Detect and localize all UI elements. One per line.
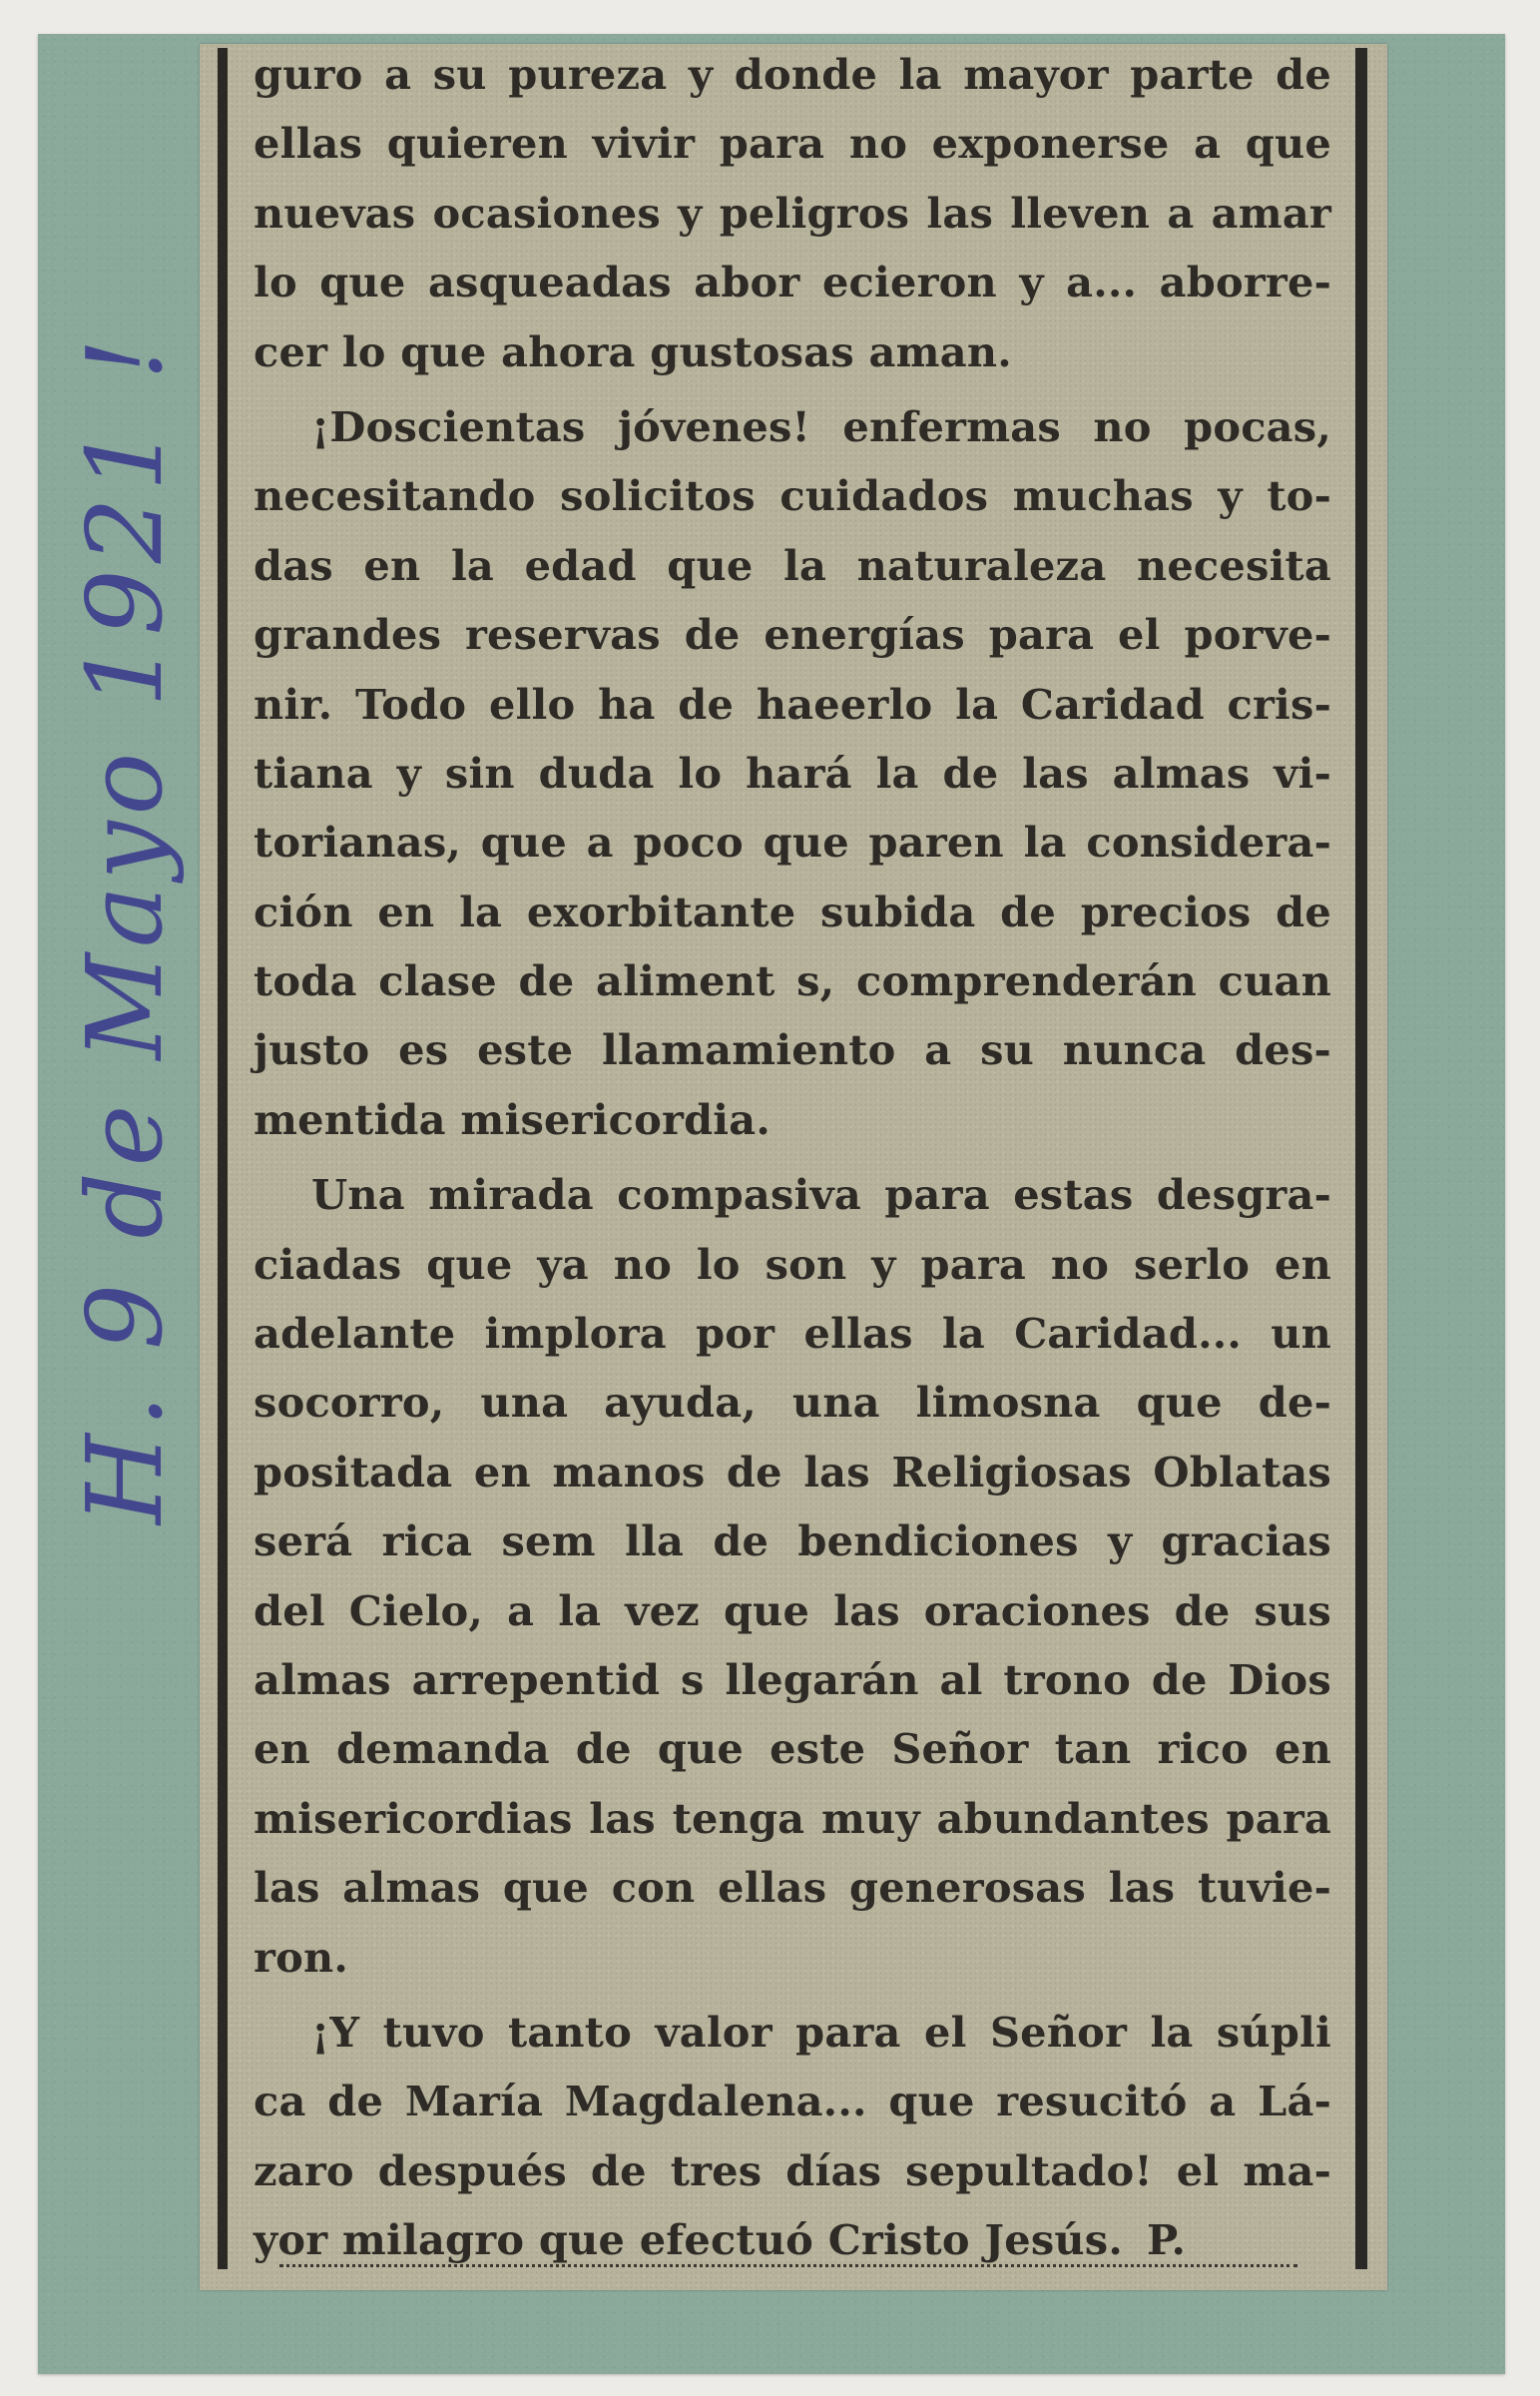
column-rule-left (218, 48, 228, 2269)
signature: P. (1147, 2215, 1187, 2265)
text-line: mentida misericordia. (254, 1094, 770, 1144)
text-line: grandes reservas de energías para el porve- (254, 610, 1331, 660)
text-line: guro a su pureza y donde la mayor parte de (254, 50, 1331, 99)
text-line: será rica sem lla de bendiciones y gracias (254, 1516, 1331, 1566)
text-line: ¡Doscientas jóvenes! enfermas no pocas, (311, 401, 1331, 451)
text-line: positada en manos de las Religiosas Oblatas (254, 1447, 1331, 1497)
paragraph-1 (254, 40, 1331, 386)
text-line: misericordias las tenga muy abundantes para (254, 1793, 1331, 1843)
text-line: ¡Y tuvo tanto valor para el Señor la súpli (311, 2007, 1331, 2057)
text-line: del Cielo, a la vez que las oraciones de sus (254, 1585, 1331, 1635)
article-column (254, 40, 1331, 2275)
text-line: las almas que con ellas generosas las tuvie- (254, 1863, 1331, 1913)
text-line: tiana y sin duda lo hará la de las almas vi- (254, 748, 1331, 798)
text-line: adelante implora por ellas la Caridad... un (254, 1309, 1331, 1359)
handwritten-date-text: H. 9 de Mayo 1921 ! (64, 332, 186, 1524)
text-line: socorro, una ayuda, una limosna que de- (254, 1378, 1331, 1428)
paragraph-2 (254, 392, 1331, 1154)
text-line: Una mirada compasiva para estas desgra- (311, 1170, 1331, 1220)
text-line: cer lo que ahora gustosas aman. (254, 326, 1012, 376)
text-line: das en la edad que la naturaleza necesita (254, 540, 1331, 590)
text-line: lo que asqueadas abor ecieron y a... aborre- (254, 258, 1331, 307)
text-line: en demanda de que este Señor tan rico en (254, 1724, 1331, 1774)
paragraph-4 (254, 1998, 1331, 2275)
text-line: torianas, que a poco que paren la considera- (254, 818, 1331, 868)
text-line: ciadas que ya no lo son y para no serlo en (254, 1239, 1331, 1289)
text-line: nuevas ocasiones y peligros las lleven a amar (254, 188, 1331, 238)
text-line: ción en la exorbitante subida de precios de (254, 887, 1331, 936)
text-line: toda clase de aliment s, comprenderán cuan (254, 956, 1331, 1006)
column-rule-right (1355, 48, 1367, 2269)
text-line: justo es este llamamiento a su nunca des- (254, 1025, 1331, 1075)
text-line: ellas quieren vivir para no exponerse a que (254, 119, 1331, 169)
handwritten-date-annotation (40, 300, 210, 1557)
text-line: zaro después de tres días sepultado! el ma- (254, 2145, 1331, 2195)
paragraph-3 (254, 1160, 1331, 1992)
text-line: almas arrepentid s llegarán al trono de Dios (254, 1654, 1331, 1704)
text-line-final (254, 2205, 1331, 2274)
text-line: nir. Todo ello ha de haeerlo la Caridad cris- (254, 679, 1331, 729)
text-line: ron. (254, 1932, 348, 1982)
text-line: ca de María Magdalena... que resucitó a Lá- (254, 2077, 1331, 2126)
text-line: yor milagro que efectuó Cristo Jesús. (254, 2215, 1123, 2265)
text-line: necesitando solicitos cuidados muchas y to- (254, 471, 1331, 521)
